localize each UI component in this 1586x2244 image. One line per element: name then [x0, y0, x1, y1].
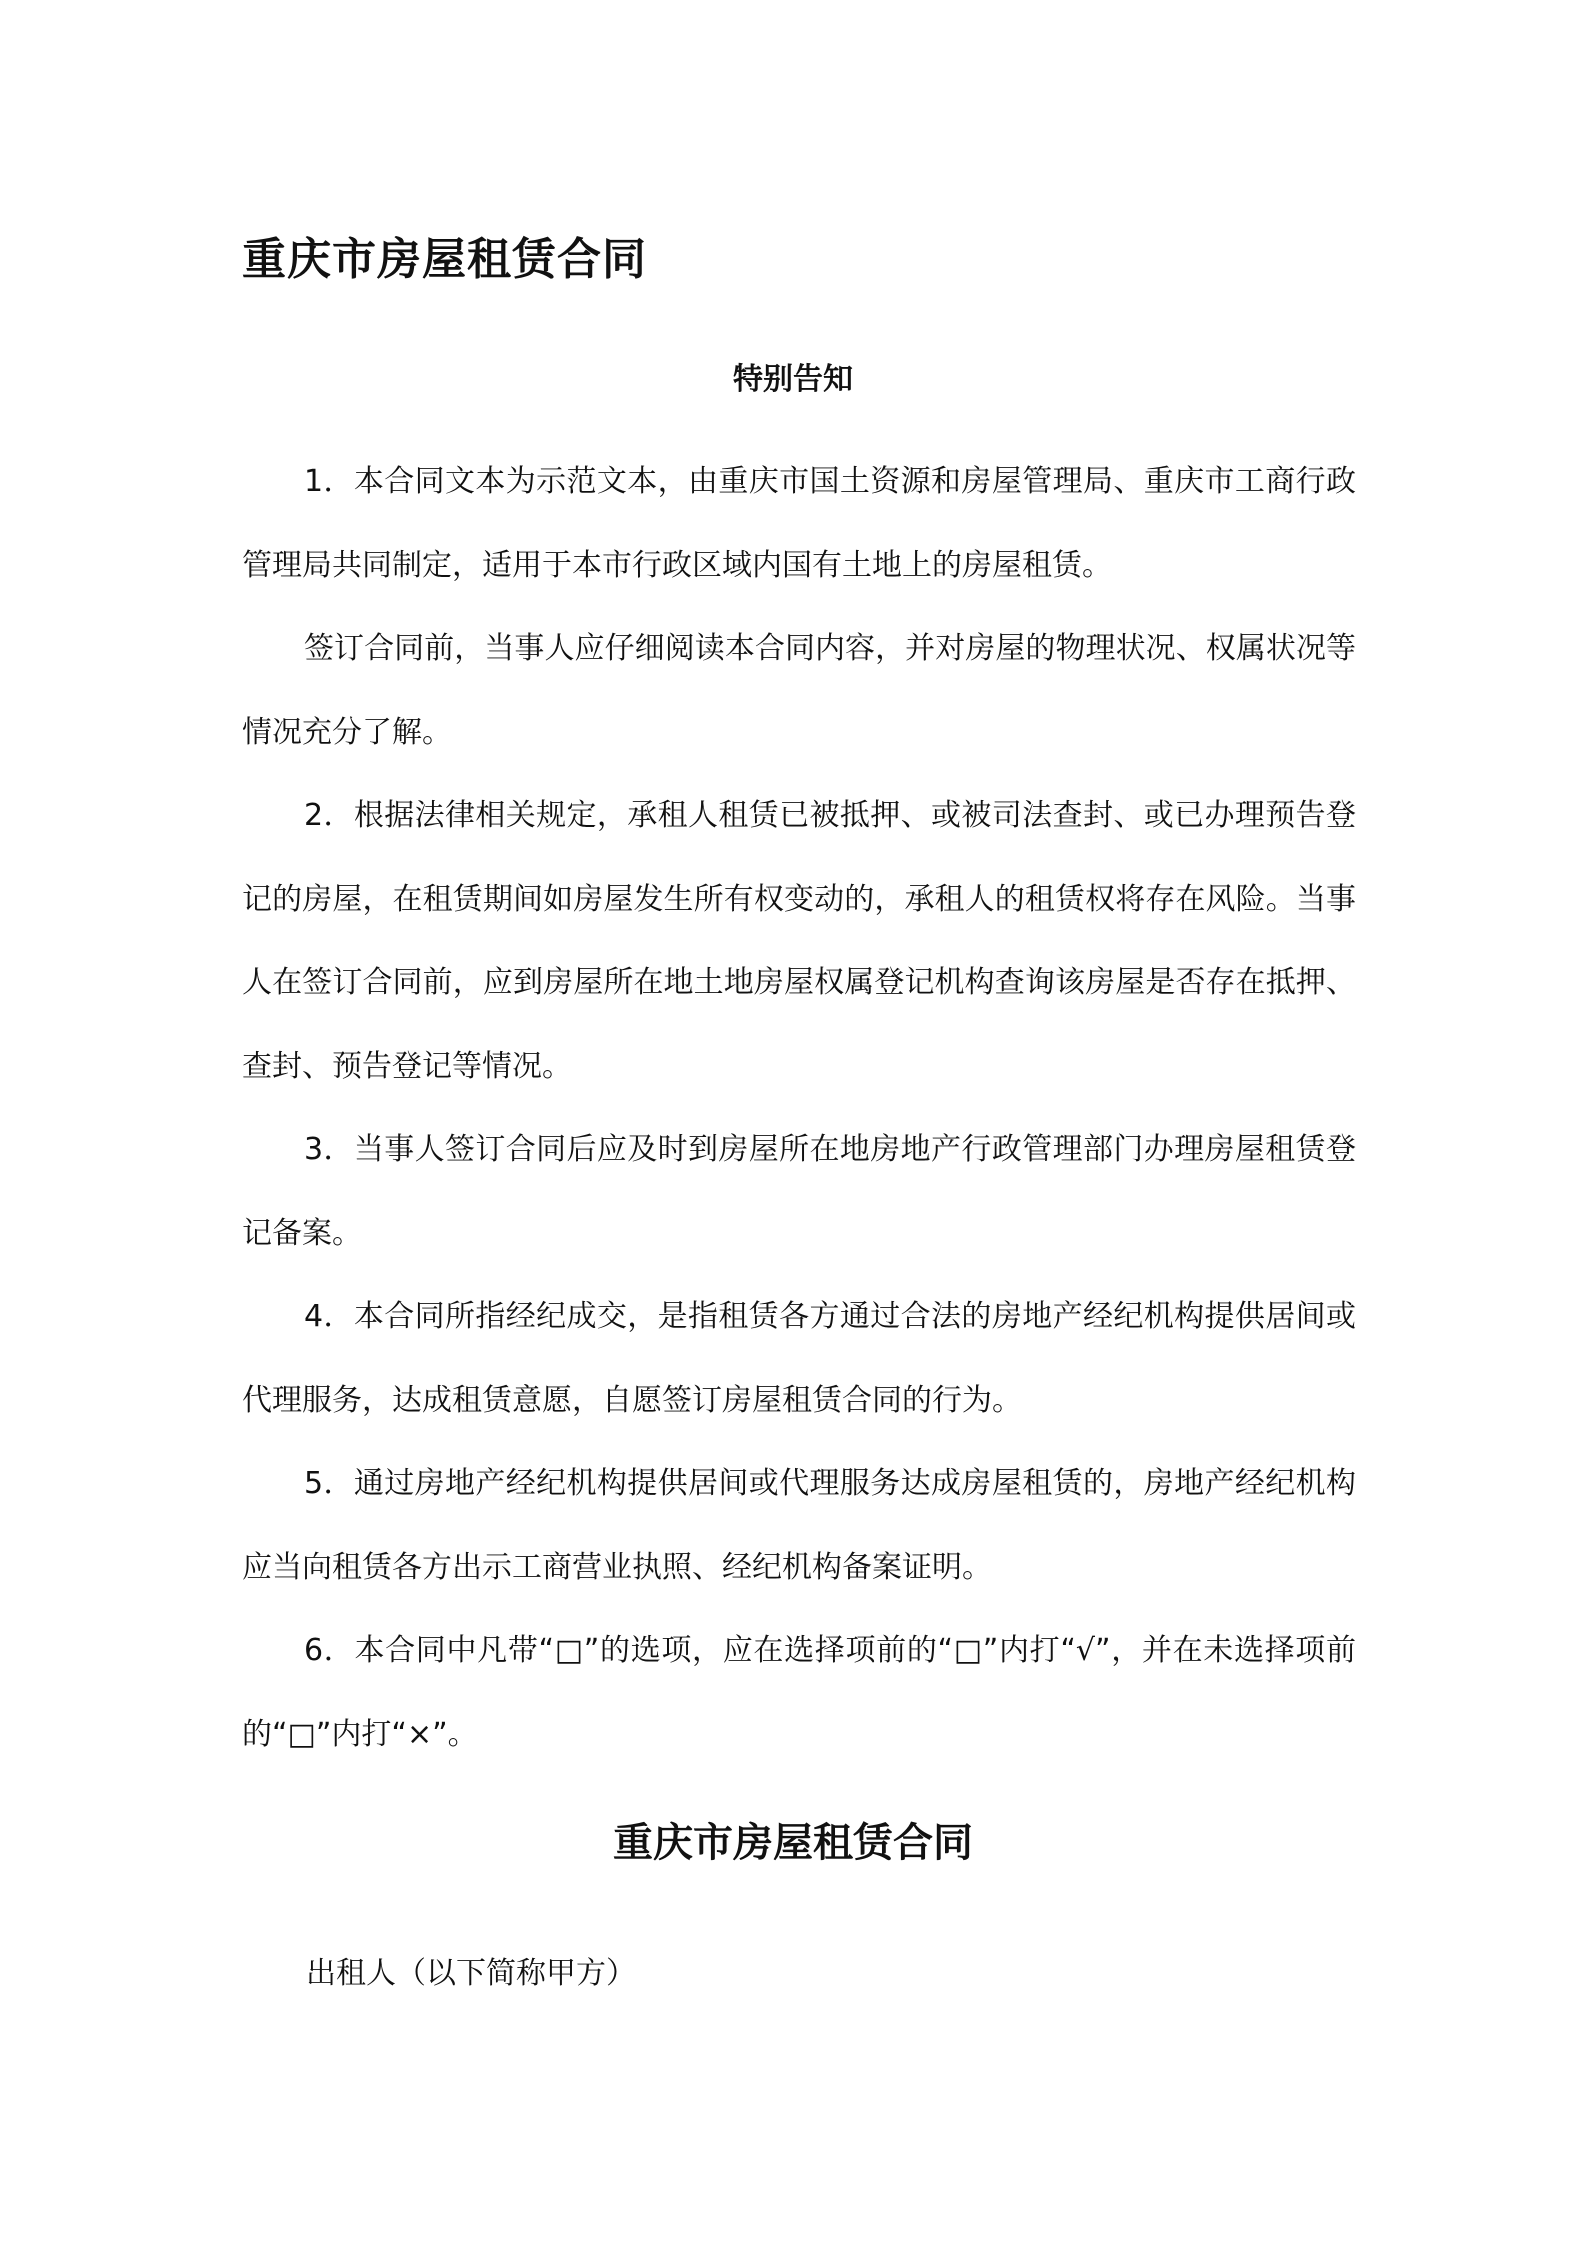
notice-paragraph-4: 4．本合同所指经纪成交，是指租赁各方通过合法的房地产经纪机构提供居间或代理服务，达成租赁意愿，自愿签订房屋租赁合同的行为。 [242, 1299, 1356, 1418]
notice-paragraph-6: 6．本合同中凡带“□”的选项，应在选择项前的“□”内打“√”，并在未选择项前的“□”内打“×”。 [242, 1633, 1356, 1752]
contract-title: 重庆市房屋租赁合同 [613, 1820, 973, 1866]
notice-heading: 特别告知 [733, 362, 853, 397]
document-title: 重庆市房屋租赁合同 [242, 234, 647, 285]
lessor-line: 出租人（以下简称甲方） [306, 1956, 636, 1991]
notice-paragraph-1b: 签订合同前，当事人应仔细阅读本合同内容，并对房屋的物理状况、权属状况等情况充分了解。 [242, 631, 1356, 750]
notice-body [242, 440, 1356, 1776]
notice-paragraph-2: 2．根据法律相关规定，承租人租赁已被抵押、或被司法查封、或已办理预告登记的房屋，在租赁期间如房屋发生所有权变动的，承租人的租赁权将存在风险。当事人在签订合同前，应到房屋所在地土地房屋权属登记机构查询该房屋是否存在抵押、查封、预告登记等情况。 [242, 798, 1356, 1084]
notice-paragraph-3: 3．当事人签订合同后应及时到房屋所在地房地产行政管理部门办理房屋租赁登记备案。 [242, 1132, 1356, 1251]
notice-paragraph-1: 1．本合同文本为示范文本，由重庆市国土资源和房屋管理局、重庆市工商行政管理局共同制定，适用于本市行政区域内国有土地上的房屋租赁。 [242, 464, 1356, 583]
notice-paragraph-5: 5．通过房地产经纪机构提供居间或代理服务达成房屋租赁的，房地产经纪机构应当向租赁各方出示工商营业执照、经纪机构备案证明。 [242, 1466, 1356, 1585]
